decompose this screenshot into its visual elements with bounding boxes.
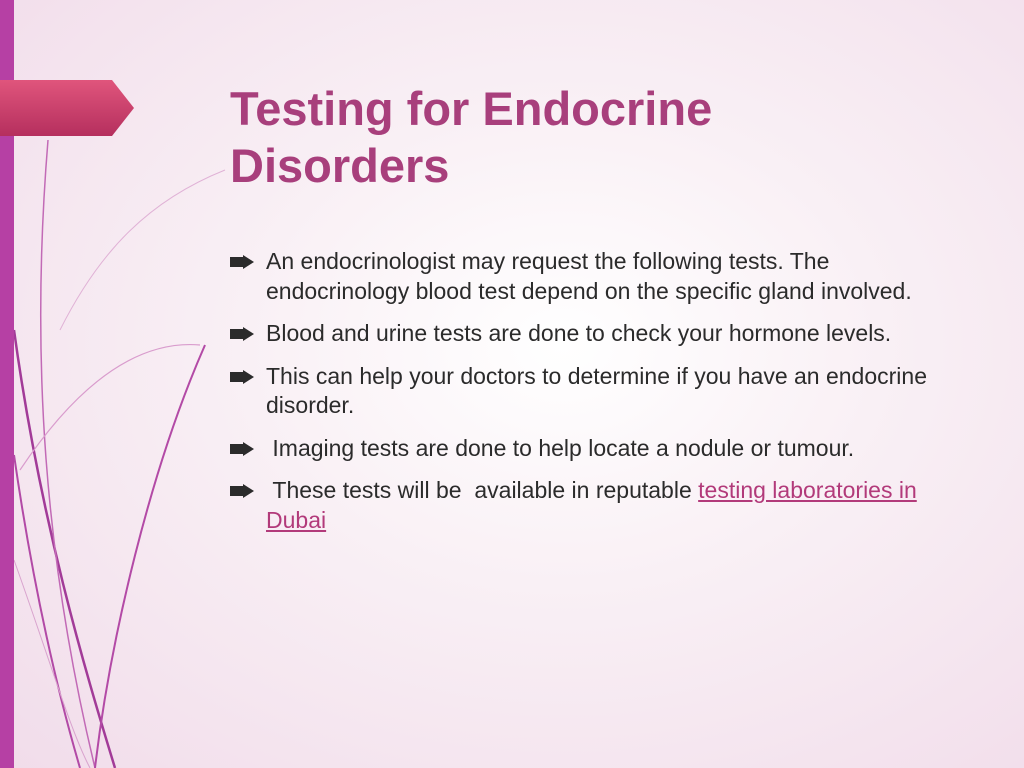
arrow-right-icon [230,255,254,269]
bullet-item [228,362,948,421]
bullet-text: Blood and urine tests are done to check your hormone levels. [266,320,892,346]
arrow-right-icon [230,442,254,456]
bullet-text: This can help your doctors to determine if you have an endocrine disorder. [266,362,927,418]
bullet-item [228,434,948,464]
arrow-right-icon [230,327,254,341]
bullet-item [228,247,948,306]
title-arrow-shape [0,80,134,136]
slide-title: Testing for Endocrine Disorders [230,82,713,192]
bullet-item [228,476,948,535]
bullet-item [228,319,948,349]
arrow-right-icon [230,484,254,498]
testing-laboratories-link[interactable]: testing laboratories in Dubai [266,477,917,533]
bullet-list [228,247,948,548]
bullet-text: These tests will be available in reputable [266,477,699,503]
bullet-text: An endocrinologist may request the following tests. The endocrinology blood test depend on the specific gland involved. [266,248,912,304]
arrow-right-icon [230,370,254,384]
bullet-text: Imaging tests are done to help locate a nodule or tumour. [266,434,855,461]
